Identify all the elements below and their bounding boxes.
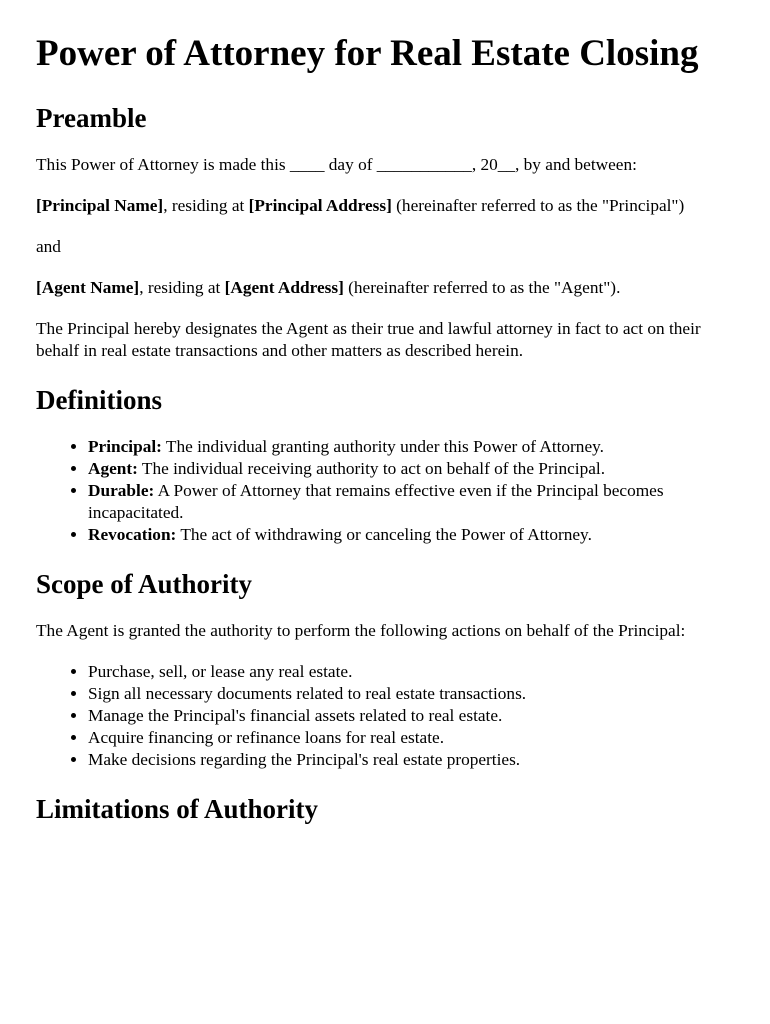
limitations-heading: Limitations of Authority	[36, 794, 319, 824]
scope-intro: The Agent is granted the authority to perform the following actions on behalf of the Principal:	[36, 621, 686, 640]
list-item: • Purchase, sell, or lease any real estate.	[88, 661, 734, 683]
preamble-heading: Preamble	[36, 103, 147, 133]
list-item: • Acquire financing or refinance loans for real estate.	[88, 727, 734, 749]
principal-paragraph	[36, 195, 734, 217]
principal-mid-text: , residing at	[163, 196, 249, 215]
list-item	[88, 436, 734, 458]
definitions-heading: Definitions	[36, 385, 163, 415]
preamble-intro: This Power of Attorney is made this ____ day of ___________, 20__, by and between:	[36, 155, 637, 174]
agent-name-placeholder: [Agent Name]	[36, 278, 140, 297]
definition-term: Durable:	[88, 481, 155, 500]
definition-term: Principal:	[88, 437, 162, 456]
and-text: and	[36, 237, 61, 256]
definitions-list	[36, 436, 734, 546]
definition-text: A Power of Attorney that remains effective even if the Principal becomes incapacitated.	[88, 481, 664, 522]
document-title: Power of Attorney for Real Estate Closing	[36, 33, 699, 74]
principal-address-placeholder: [Principal Address]	[248, 196, 392, 215]
list-item: • Make decisions regarding the Principal's real estate properties.	[88, 749, 734, 771]
principal-tail-text: (hereinafter referred to as the "Principal")	[391, 196, 685, 215]
definition-text: The act of withdrawing or canceling the Power of Attorney.	[176, 525, 592, 544]
scope-heading: Scope of Authority	[36, 569, 252, 599]
list-item: • Sign all necessary documents related to real estate transactions.	[88, 683, 734, 705]
agent-paragraph	[36, 277, 734, 299]
agent-tail-text: (hereinafter referred to as the "Agent").	[343, 278, 621, 297]
list-item	[88, 458, 734, 480]
agent-address-placeholder: [Agent Address]	[224, 278, 344, 297]
designation-paragraph: The Principal hereby designates the Agent as their true and lawful attorney in fact to act on their behalf in real estate transactions and other matters as described herein.	[36, 319, 701, 360]
definition-text: The individual receiving authority to act on behalf of the Principal.	[137, 459, 606, 478]
list-item	[88, 524, 734, 546]
principal-name-placeholder: [Principal Name]	[36, 196, 164, 215]
definition-term: Revocation:	[88, 525, 177, 544]
definition-text: The individual granting authority under this Power of Attorney.	[161, 437, 604, 456]
agent-mid-text: , residing at	[139, 278, 225, 297]
scope-list	[36, 661, 734, 771]
list-item	[88, 480, 734, 524]
definition-term: Agent:	[88, 459, 138, 478]
list-item: • Manage the Principal's financial assets related to real estate.	[88, 705, 734, 727]
